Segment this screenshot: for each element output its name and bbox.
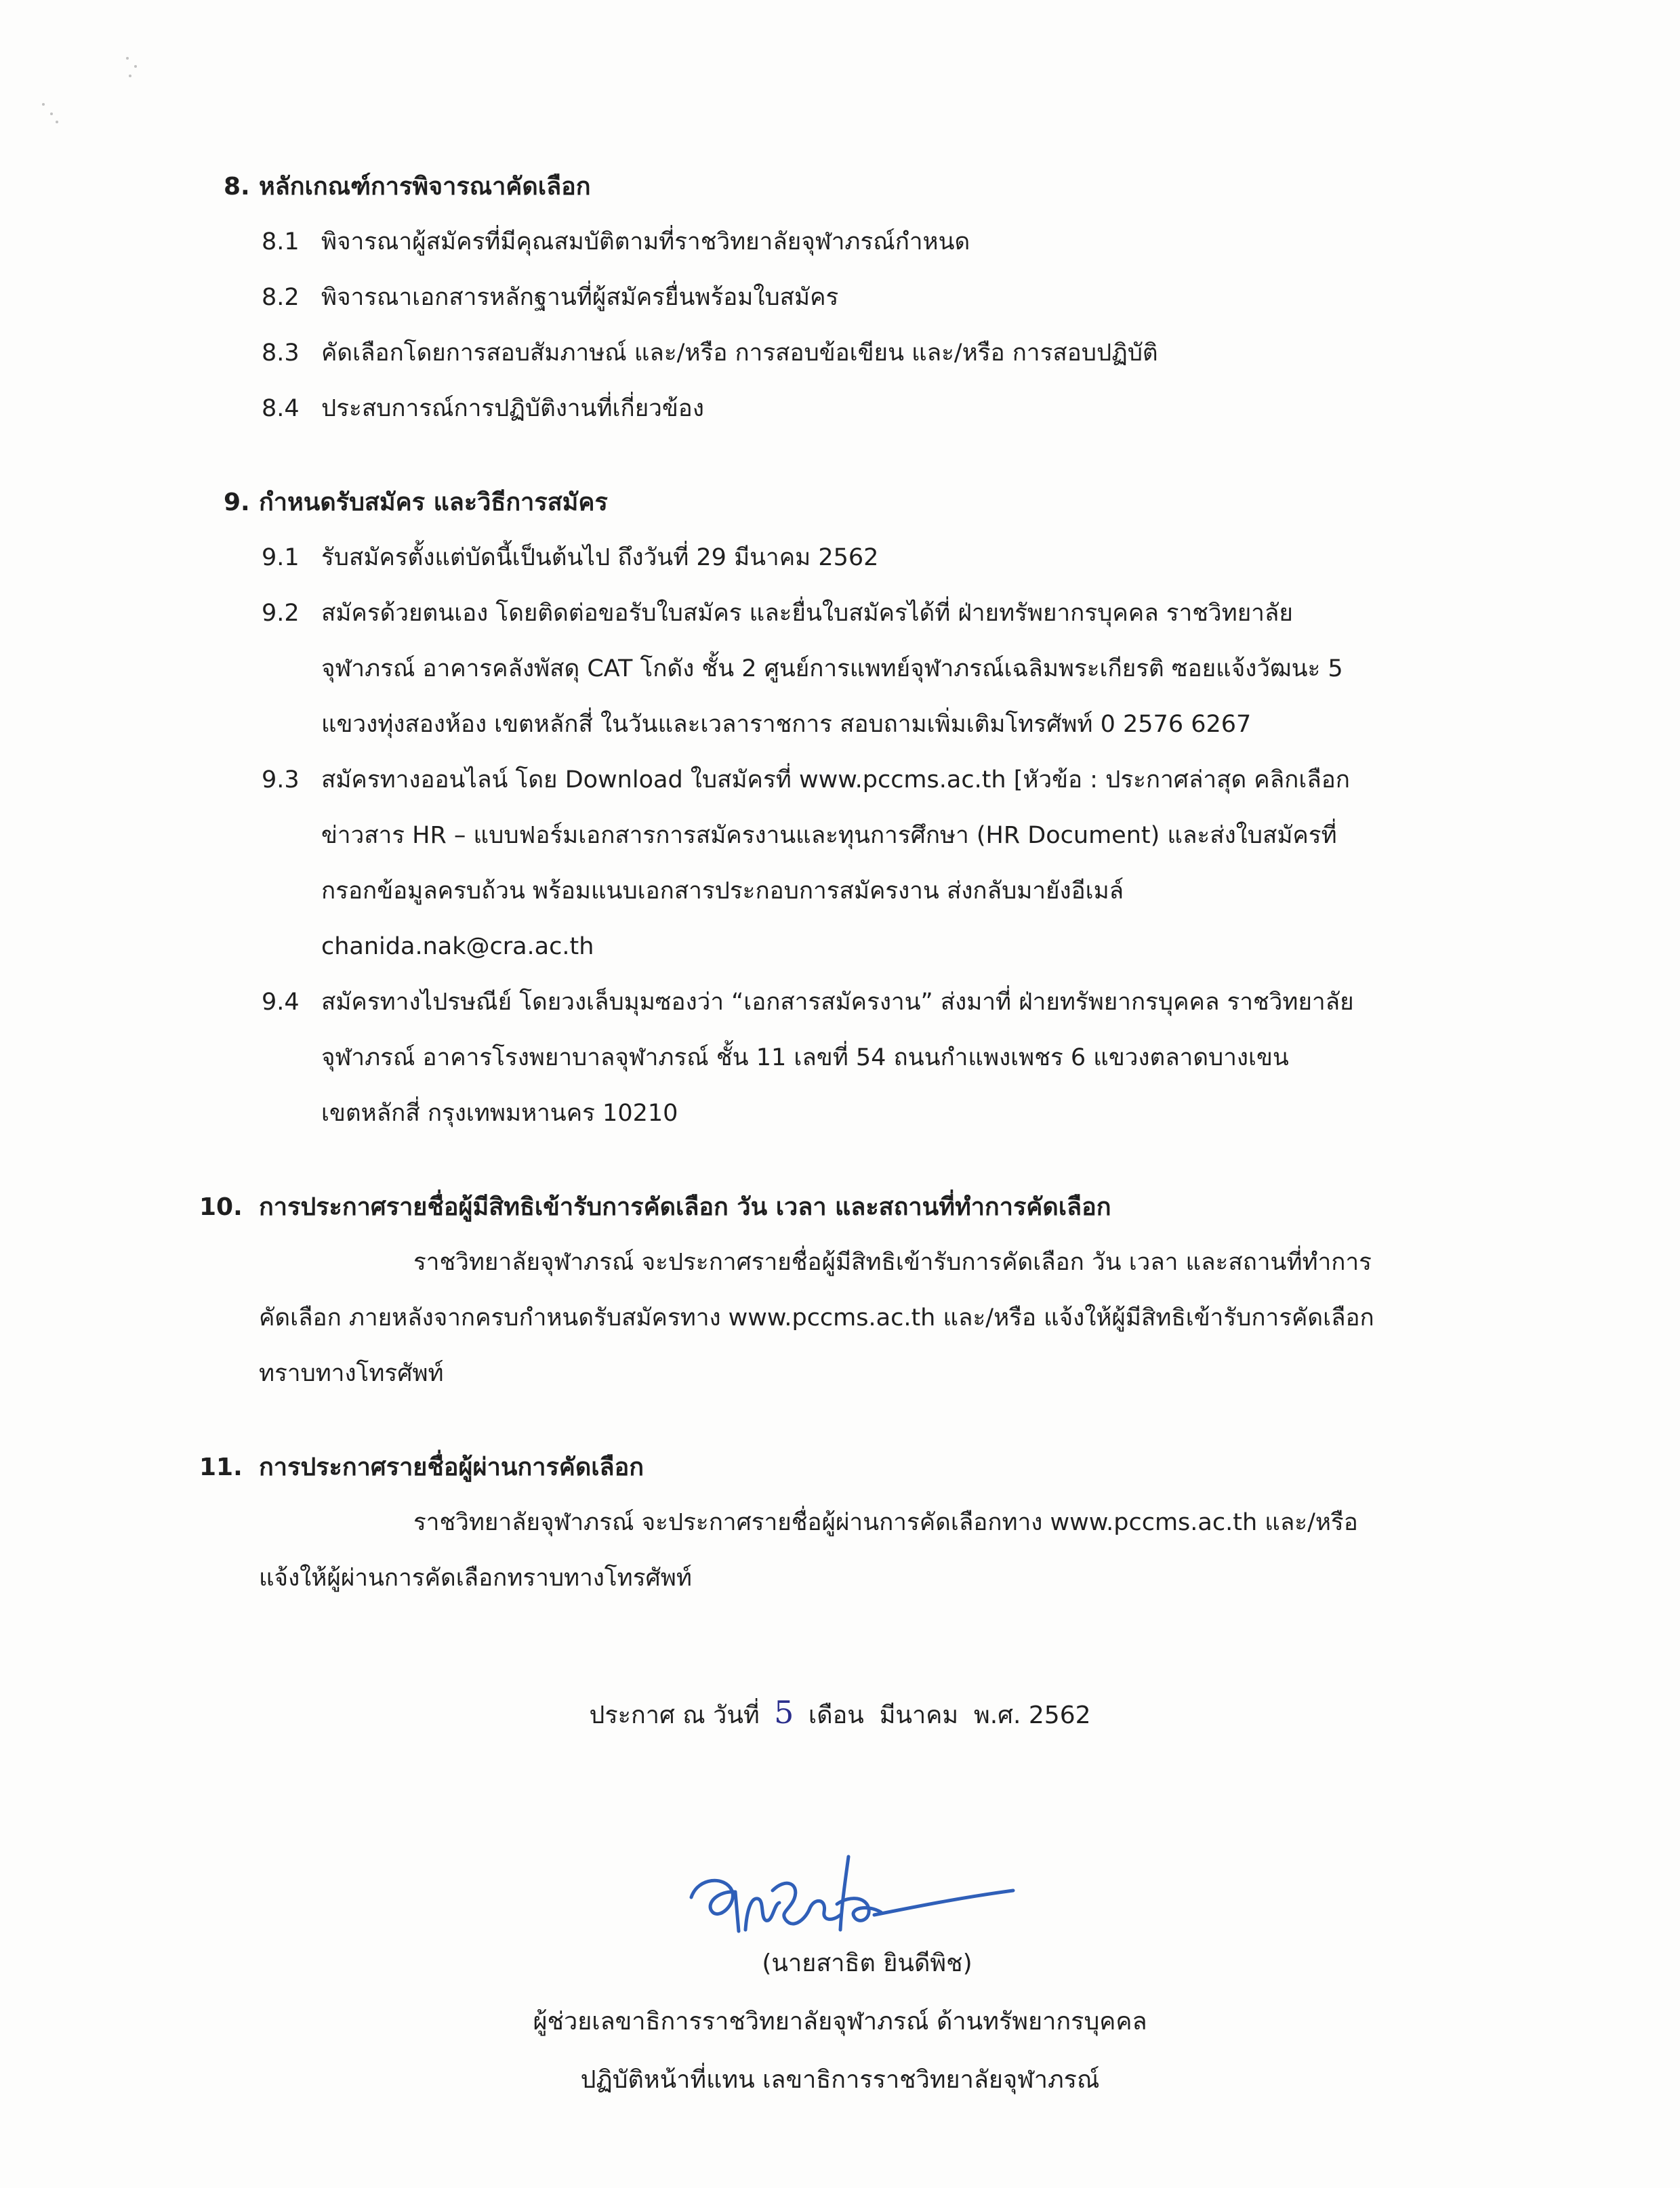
paragraph-line: คัดเลือก ภายหลังจากครบกำหนดรับสมัครทาง www.pccms.ac.th และ/หรือ แจ้งให้ผู้มีสิทธิเข้ารับการคัดเลือก [259, 1304, 1374, 1332]
section-title: หลักเกณฑ์การพิจารณาคัดเลือก [259, 173, 591, 201]
announcement-prefix: ประกาศ ณ วันที่ [589, 1701, 760, 1729]
announcement-date [0, 1694, 1680, 1731]
email-text: chanida.nak@cra.ac.th [321, 933, 594, 960]
item-text: แขวงทุ่งสองห้อง เขตหลักสี่ ในวันและเวลาราชการ สอบถามเพิ่มเติมโทรศัพท์ 0 2576 6267 [321, 711, 1252, 738]
section-number: 11. [199, 1453, 243, 1481]
signatory-acting-as: ปฏิบัติหน้าที่แทน เลขาธิการราชวิทยาลัยจุฬาภรณ์ [580, 2066, 1100, 2094]
scan-speck [50, 112, 53, 115]
section-title: การประกาศรายชื่อผู้ผ่านการคัดเลือก [259, 1453, 644, 1481]
signatory-name: (นายสาธิต ยินดีพิช) [762, 1949, 972, 1977]
item-text: สมัครทางออนไลน์ โดย Download ใบสมัครที่ www.pccms.ac.th [หัวข้อ : ประกาศล่าสุด คลิกเลือก [321, 766, 1350, 793]
scan-speck [126, 57, 129, 60]
item-number: 8.4 [262, 395, 300, 422]
item-text: กรอกข้อมูลครบถ้วน พร้อมแนบเอกสารประกอบการสมัครงาน ส่งกลับมายังอีเมล์ [321, 878, 1124, 905]
item-text: รับสมัครตั้งแต่บัดนี้เป็นต้นไป ถึงวันที่ 29 มีนาคม 2562 [321, 544, 879, 571]
scan-speck [42, 103, 45, 106]
item-number: 8.1 [262, 228, 300, 255]
paragraph-line: ราชวิทยาลัยจุฬาภรณ์ จะประกาศรายชื่อผู้มีสิทธิเข้ารับการคัดเลือก วัน เวลา และสถานที่ทำการ [413, 1249, 1372, 1276]
announcement-day: 5 [774, 1694, 794, 1731]
announcement-month: มีนาคม [879, 1701, 959, 1729]
scan-speck [134, 65, 137, 68]
announcement-month-label: เดือน [808, 1701, 864, 1729]
handwritten-signature [671, 1850, 1023, 1952]
item-number: 8.2 [262, 284, 300, 311]
item-text: สมัครทางไปรษณีย์ โดยวงเล็บมุมซองว่า “เอกสารสมัครงาน” ส่งมาที่ ฝ่ายทรัพยากรบุคคล ราชวิทยาลัย [321, 989, 1354, 1016]
item-text: ข่าวสาร HR – แบบฟอร์มเอกสารการสมัครงานและทุนการศึกษา (HR Document) และส่งใบสมัครที่ [321, 822, 1337, 849]
paragraph-line: แจ้งให้ผู้ผ่านการคัดเลือกทราบทางโทรศัพท์ [259, 1565, 692, 1592]
item-text: พิจารณาผู้สมัครที่มีคุณสมบัติตามที่ราชวิทยาลัยจุฬาภรณ์กำหนด [321, 228, 970, 255]
section-title: การประกาศรายชื่อผู้มีสิทธิเข้ารับการคัดเลือก วัน เวลา และสถานที่ทำการคัดเลือก [259, 1193, 1111, 1221]
item-text: พิจารณาเอกสารหลักฐานที่ผู้สมัครยื่นพร้อมใบสมัคร [321, 284, 839, 311]
item-text: สมัครด้วยตนเอง โดยติดต่อขอรับใบสมัคร และยื่นใบสมัครได้ที่ ฝ่ายทรัพยากรบุคคล ราชวิทยาลัย [321, 600, 1293, 627]
section-number: 10. [199, 1193, 243, 1221]
item-text: ประสบการณ์การปฏิบัติงานที่เกี่ยวข้อง [321, 395, 704, 422]
paragraph-line: ทราบทางโทรศัพท์ [259, 1360, 444, 1387]
section-title: กำหนดรับสมัคร และวิธีการสมัคร [259, 489, 608, 516]
scan-speck [56, 121, 58, 123]
signatory-position: ผู้ช่วยเลขาธิการราชวิทยาลัยจุฬาภรณ์ ด้านทรัพยากรบุคคล [533, 2008, 1147, 2036]
item-number: 8.3 [262, 339, 300, 367]
item-number: 9.2 [262, 600, 300, 627]
paragraph-line: ราชวิทยาลัยจุฬาภรณ์ จะประกาศรายชื่อผู้ผ่านการคัดเลือกทาง www.pccms.ac.th และ/หรือ [413, 1509, 1358, 1536]
section-number: 9. [224, 489, 250, 516]
announcement-year: 2562 [1028, 1701, 1091, 1729]
item-number: 9.1 [262, 544, 300, 571]
item-text: เขตหลักสี่ กรุงเทพมหานคร 10210 [321, 1100, 678, 1127]
item-number: 9.4 [262, 989, 300, 1016]
item-text: คัดเลือกโดยการสอบสัมภาษณ์ และ/หรือ การสอบข้อเขียน และ/หรือ การสอบปฏิบัติ [321, 339, 1158, 367]
announcement-year-label: พ.ศ. [973, 1701, 1021, 1729]
scan-speck [129, 75, 131, 77]
item-text: จุฬาภรณ์ อาคารคลังพัสดุ CAT โกดัง ชั้น 2 ศูนย์การแพทย์จุฬาภรณ์เฉลิมพระเกียรติ ซอยแจ้งวัฒนะ 5 [321, 655, 1343, 682]
item-number: 9.3 [262, 766, 300, 793]
item-text: จุฬาภรณ์ อาคารโรงพยาบาลจุฬาภรณ์ ชั้น 11 เลขที่ 54 ถนนกำแพงเพชร 6 แขวงตลาดบางเขน [321, 1044, 1289, 1071]
section-number: 8. [224, 173, 250, 201]
